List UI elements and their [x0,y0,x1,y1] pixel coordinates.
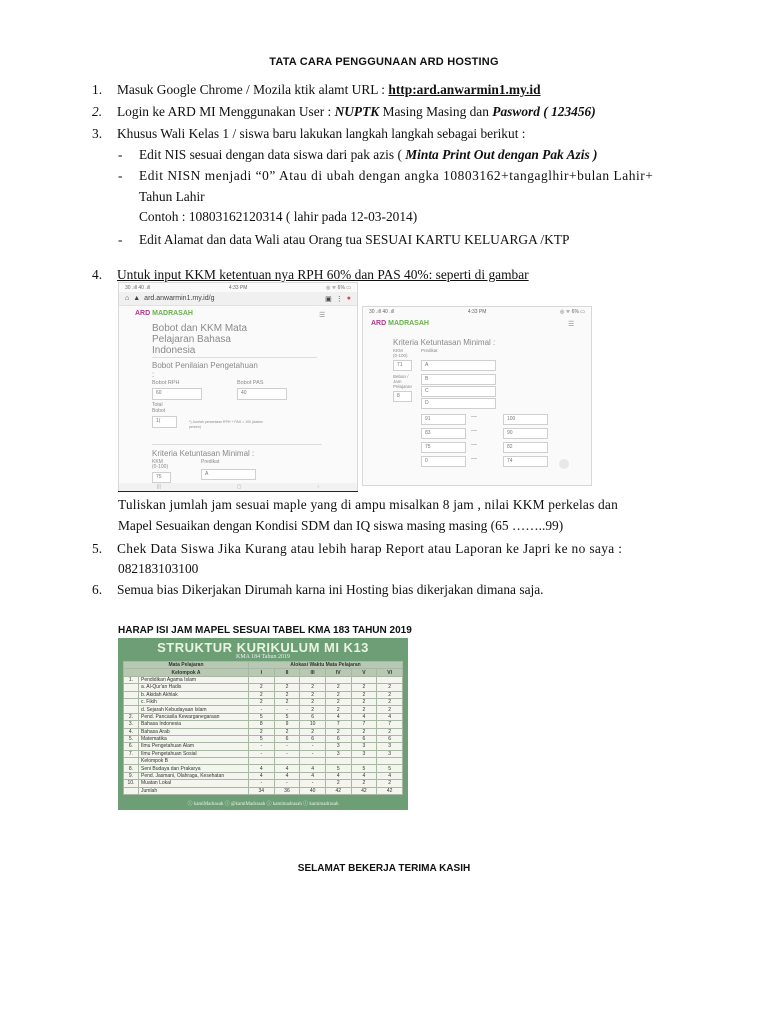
hours-cell [351,758,377,765]
hours-cell: 2 [377,780,403,787]
subject-name: Ilmu Pengetahuan Sosial [139,750,249,757]
hours-cell: 2 [351,684,377,691]
hours-cell: 9 [274,721,300,728]
app-logo: ARD MADRASAH [135,310,193,317]
hours-cell: 2 [351,698,377,705]
row-number: 5. [124,735,139,742]
hours-cell: 4 [351,713,377,720]
bullet-dash: - [118,147,123,162]
step-2-text: Login ke ARD MI Menggunakan User : [117,104,335,119]
hours-cell: 3 [377,750,403,757]
input-kkm[interactable]: 71 [393,360,412,371]
app-logo: ARD MADRASAH [371,320,429,327]
hours-cell: - [274,780,300,787]
hours-cell: 40 [300,787,326,794]
hours-cell: 4 [274,772,300,779]
row-number [124,758,139,765]
range-d-from[interactable]: 0 [421,456,466,467]
nav-back-icon[interactable]: ‹ [317,484,320,490]
step-3c-text: Edit Alamat dan data Wali atau Orang tua SESUAI KARTU KELUARGA /KTP [139,232,570,247]
bullet-dash: - [118,168,123,183]
hours-cell: 5 [377,765,403,772]
subject-name: d. Sejarah Kebudayaan Islam [139,706,249,713]
hours-cell: - [274,743,300,750]
hours-cell: - [300,750,326,757]
hours-cell: - [249,780,275,787]
col-mapel: Mata Pelajaran [124,662,249,669]
hours-cell: 4 [249,765,275,772]
hours-cell: 3 [325,743,351,750]
hours-cell: 2 [351,706,377,713]
hours-cell [249,676,275,683]
hours-cell: 2 [300,706,326,713]
hours-cell: 3 [351,743,377,750]
step-5-text: Chek Data Siswa Jika Kurang atau lebih harap Report atau Laporan ke Japri ke no saya : [117,541,623,556]
hours-cell: 6 [377,735,403,742]
row-number [124,706,139,713]
predikat-d: D [421,398,496,409]
subject-name: Kelompok B [139,758,249,765]
heading-line2: Pelajaran Bahasa [152,334,231,345]
row-number [124,684,139,691]
hamburger-menu-icon[interactable]: ☰ [319,312,326,319]
subject-name: c. Fikih [139,698,249,705]
predikat-field: A [201,469,256,480]
hours-cell: 2 [274,691,300,698]
table-row [124,750,403,757]
hours-cell: 4 [377,713,403,720]
row-number: 7. [124,750,139,757]
subject-name: Pend. Jasmani, Olahraga, Kesehatan [139,772,249,779]
range-separator: — [471,414,477,420]
range-separator: — [471,456,477,462]
label-total: Total [152,402,163,408]
table-row [124,698,403,705]
table-row [124,676,403,683]
table-row [124,691,403,698]
browser-url-bar[interactable] [119,292,357,306]
row-number [124,691,139,698]
hours-cell: 4 [325,772,351,779]
hours-cell: 6 [300,713,326,720]
hours-cell: 6 [351,735,377,742]
table-row [124,743,403,750]
hours-cell: 2 [377,691,403,698]
step-number: 6. [92,582,103,597]
input-bobot-rph[interactable]: 60 [152,388,202,400]
subject-name: a. Al-Qur'an Hadis [139,684,249,691]
hours-cell: 8 [249,721,275,728]
col-class: V [351,669,377,676]
range-c-from[interactable]: 75 [421,442,466,453]
hours-cell: 2 [325,684,351,691]
hours-cell: 2 [300,728,326,735]
nav-recent-icon[interactable]: ||| [156,484,161,490]
phone-screenshot-kkm-predikat [362,306,592,486]
hosting-url[interactable]: http:ard.anwarmin1.my.id [388,82,541,97]
hours-cell: 4 [300,772,326,779]
hours-cell [249,758,275,765]
menu-icon[interactable]: ⋮ [335,295,343,303]
row-number: 1. [124,676,139,683]
label-kkm: KKM [152,459,163,465]
label-kkm: KKM [393,348,403,353]
login-password: Pasword ( 123456) [492,104,596,119]
input-kkm[interactable]: 75 [152,472,171,483]
hours-cell: 2 [249,684,275,691]
step-3b-line1: Edit NISN menjadi “0” Atau di ubah dengan angka 10803162+tangaglhir+bulan Lahir+ [139,168,654,183]
subject-name: Ilmu Pengetahuan Alam [139,743,249,750]
hours-cell: 7 [325,721,351,728]
hours-cell: 2 [300,691,326,698]
hours-cell: 2 [325,691,351,698]
row-number: 3. [124,721,139,728]
bullet-dash: - [118,232,123,247]
kurikulum-title: STRUKTUR KURIKULUM MI K13 [157,640,369,655]
hours-cell: - [300,743,326,750]
hours-cell: 2 [325,780,351,787]
table-row [124,735,403,742]
url-text[interactable]: ard.anwarmin1.my.id/g [144,295,215,302]
hours-cell: 2 [377,684,403,691]
range-separator: — [471,442,477,448]
hours-cell: 2 [274,698,300,705]
range-d-to[interactable]: 74 [503,456,548,467]
divider [118,491,358,492]
hours-cell: 6 [274,735,300,742]
hours-cell: 2 [300,698,326,705]
col-alokasi: Alokasi Waktu Mata Pelajaran [249,662,403,669]
hours-cell: 42 [325,787,351,794]
subject-name: Matematika [139,735,249,742]
record-icon: ● [346,295,351,302]
label-jam: Jam [393,379,402,384]
input-bobot-pas[interactable]: 40 [237,388,287,400]
kurikulum-table [123,661,403,795]
hours-cell [325,758,351,765]
subject-name: Pend. Pancasila Kewarganegaraan [139,713,249,720]
hours-cell: 4 [249,772,275,779]
row-number: 6. [124,743,139,750]
table-row [124,772,403,779]
hours-cell: 2 [377,698,403,705]
step-number: 3. [92,126,103,141]
hours-cell: 2 [274,728,300,735]
table-row [124,780,403,787]
phone-screenshot-kkm-bobot [118,282,358,492]
step-number: 5. [92,541,103,556]
hours-cell: 5 [351,765,377,772]
hours-cell: 2 [300,684,326,691]
phone-number: 082183103100 [118,561,199,576]
hours-cell: 4 [377,772,403,779]
step-3b-line2: Tahun Lahir [139,189,205,204]
hours-cell: 2 [377,728,403,735]
battery-indicator: ◎ ᯤ 6% ▭ [559,308,585,315]
signal-indicator: 30 .ıll 40 .ıll [125,284,151,291]
hours-cell [377,676,403,683]
status-bar [119,283,357,292]
home-icon[interactable]: ⌂ [125,295,130,302]
subject-name: Muatan Lokal [139,780,249,787]
hours-cell: 42 [351,787,377,794]
hours-cell: - [300,780,326,787]
step-2-mid: Masing Masing dan [379,104,493,119]
section-kkm-title: Kriteria Ketuntasan Minimal : [152,449,255,458]
hours-cell: 7 [377,721,403,728]
label-bobot-pas: Bobot PAS [237,380,264,386]
hours-cell [300,758,326,765]
table-instruction: HARAP ISI JAM MAPEL SESUAI TABEL KMA 183 TAHUN 2019 [118,625,412,636]
step-number: 4. [92,267,103,282]
step-number: 1. [92,82,103,97]
row-number: 2. [124,713,139,720]
section-bobot-colon: : [152,370,155,379]
hours-cell [377,758,403,765]
table-row [124,787,403,794]
table-row [124,765,403,772]
predikat-a: A [421,360,496,371]
nav-home-icon[interactable]: ▢ [236,484,242,490]
page-title: TATA CARA PENGGUNAAN ARD HOSTING [269,56,499,68]
hours-cell: 2 [325,728,351,735]
row-number [124,698,139,705]
note-line2: persen) [189,425,201,429]
hours-cell: 2 [249,691,275,698]
row-number: 8. [124,765,139,772]
hours-cell: 4 [351,772,377,779]
label-predikat: Predikat [421,348,438,353]
hours-cell: - [274,706,300,713]
table-row [124,713,403,720]
step-6-text: Semua bias Dikerjakan Dirumah karna ini Hosting bias dikerjakan dimana saja. [117,582,544,597]
subject-name: Jumlah [139,787,249,794]
label-bobot-rph: Bobot RPH [152,380,180,386]
col-class: IV [325,669,351,676]
hours-cell: 2 [274,684,300,691]
hours-cell: 6 [300,735,326,742]
hours-cell: 36 [274,787,300,794]
label-bobot: Bobot [152,408,166,414]
closing-text: SELAMAT BEKERJA TERIMA KASIH [297,863,471,874]
col-class: III [300,669,326,676]
row-number [124,787,139,794]
range-separator: — [471,428,477,434]
subject-name: Seni Budaya dan Prakarya [139,765,249,772]
subject-name: Bahasa Indonesia [139,721,249,728]
hours-cell: 4 [300,765,326,772]
col-kelompok: Kelompok A [124,669,249,676]
signal-indicator: 30 .ıll 40 .ıll [369,308,395,315]
predikat-b: B [421,374,496,385]
label-kkm-range: (0-100) [152,464,169,470]
hours-cell: 10 [300,721,326,728]
step-4-explanation-line1: Tuliskan jumlah jam sesuai maple yang di ampu misalkan 8 jam , nilai KKM perkelas dan [118,497,618,512]
hours-cell: 2 [351,728,377,735]
hours-cell: 2 [249,698,275,705]
label-pelajaran: Pelajaran [393,384,413,389]
hours-cell: 42 [377,787,403,794]
step-3a [139,147,598,163]
hours-cell: - [274,750,300,757]
col-class: I [249,669,275,676]
input-total-bobot[interactable]: 1( [152,416,177,428]
hours-cell: 6 [325,735,351,742]
input-beban-jam[interactable]: 8 [393,391,412,402]
step-1-text: Masuk Google Chrome / Mozila ktik alamt URL : [117,82,389,97]
table-row [124,706,403,713]
tabs-icon[interactable]: ▣ [325,295,332,303]
hours-cell [325,676,351,683]
android-nav-bar [119,483,357,491]
hours-cell: 5 [249,713,275,720]
hours-cell: 3 [377,743,403,750]
subject-name: Pendidikan Agama Islam [139,676,249,683]
col-class: VI [377,669,403,676]
label-kkm-range: (0-100) [393,353,408,358]
hours-cell: - [249,750,275,757]
hours-cell [351,676,377,683]
table-row [124,684,403,691]
hours-cell: 5 [249,735,275,742]
hours-cell: 2 [249,728,275,735]
hours-cell: 34 [249,787,275,794]
step-4-explanation-line2: Mapel Sesuaikan dengan Kondisi SDM dan IQ siswa masing masing (65 ……..99) [118,518,564,533]
hamburger-menu-icon[interactable]: ☰ [568,321,575,328]
kurikulum-subtitle: KMA 184 Tahun 2019 [236,654,290,660]
lock-icon: ▲ [133,295,141,302]
range-a-from[interactable]: 91 [421,414,466,425]
note-line1: *) Jumlah persentase RPH + PAS = 100 (dalam [189,420,263,424]
hours-cell: 2 [325,698,351,705]
scroll-top-button[interactable] [559,459,569,469]
range-b-from[interactable]: 83 [421,428,466,439]
hours-cell: 3 [325,750,351,757]
label-predikat: Predikat [201,459,220,465]
hours-cell: 5 [325,765,351,772]
range-a-to[interactable]: 100 [503,414,548,425]
kkm-heading: Kriteria Ketuntasan Minimal : [393,338,496,347]
heading-line1: Bobot dan KKM Mata [152,323,248,334]
hours-cell [274,758,300,765]
table-row [124,728,403,735]
step-number: 2. [92,104,103,119]
step-3-text: Khusus Wali Kelas 1 / siswa baru lakukan langkah langkah sebagai berikut : [117,126,526,141]
step-3b-example: Contoh : 10803162120314 ( lahir pada 12-03-2014) [139,209,418,224]
hours-cell: 2 [351,780,377,787]
battery-indicator: ◎ ᯤ 6% ▭ [325,284,351,291]
subject-name: b. Akidah Akhlak [139,691,249,698]
login-user: NUPTK [334,104,380,119]
hours-cell [300,676,326,683]
row-number: 4. [124,728,139,735]
hours-cell: 2 [377,706,403,713]
step-3a-note: Minta Print Out dengan Pak Azis ) [405,147,598,162]
hours-cell: 5 [274,713,300,720]
hours-cell [274,676,300,683]
hours-cell: - [249,743,275,750]
predikat-c: C [421,386,496,397]
kurikulum-table-image [118,638,408,810]
row-number: 10. [124,780,139,787]
step-3a-text: Edit NIS sesuai dengan data siswa dari pak azis ( [139,147,406,162]
hours-cell: 2 [325,706,351,713]
social-footer: ⓘ kamiMadrasah ⓘ @kamiMadrasah ⓘ kamimadrasah ⓘ kamimadrasah [187,802,339,807]
row-number: 9. [124,772,139,779]
hours-cell: 7 [351,721,377,728]
table-row [124,721,403,728]
hours-cell: 4 [274,765,300,772]
table-row [124,758,403,765]
range-b-to[interactable]: 90 [503,428,548,439]
col-class: II [274,669,300,676]
status-bar [363,307,591,316]
hours-cell: 3 [351,750,377,757]
heading-line3: Indonesia [152,345,196,356]
hours-cell: 2 [351,691,377,698]
hours-cell: 4 [325,713,351,720]
status-time: 4:33 PM [467,308,487,315]
range-c-to[interactable]: 82 [503,442,548,453]
section-bobot-title: Bobot Penilaian Pengetahuan [152,361,258,370]
step-4-text: Untuk input KKM ketentuan nya RPH 60% dan PAS 40%: seperti di gambar [117,267,529,282]
subject-name: Bahasa Arab [139,728,249,735]
status-time: 4:33 PM [228,284,248,291]
hours-cell: - [249,706,275,713]
label-beban: Beban / [393,374,409,379]
